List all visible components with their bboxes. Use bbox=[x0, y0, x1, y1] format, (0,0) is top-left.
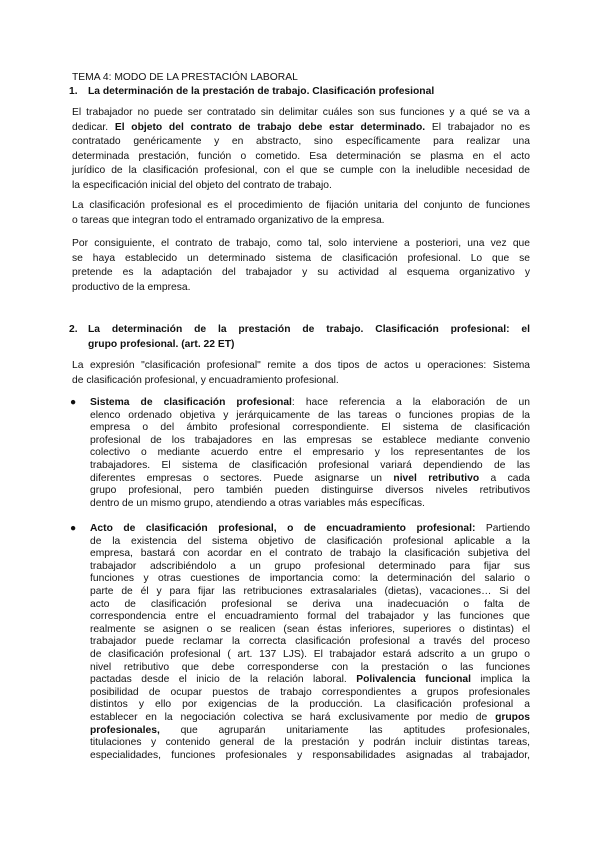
b2-line: posibilidad de ocupar puestos de trabajo correspondientes a grupos profesionales bbox=[90, 686, 530, 698]
b2-line bbox=[90, 712, 530, 725]
b2-line: de la existencia del sistema objetivo de clasificación profesional aplicable a la bbox=[90, 535, 530, 547]
b1-line: grupo profesional, pero también pueden distinguirse diversos niveles retributivos bbox=[90, 485, 530, 497]
b2-line: nivel retributivo que debe corresponderse con la prestación o las funciones bbox=[90, 661, 530, 673]
p1-line: El trabajador no puede ser contratado sin delimitar cuáles son sus funciones y a qué se va a bbox=[72, 107, 530, 118]
b2-bold: profesionales, bbox=[90, 724, 160, 736]
heading-1-text: La determinación de la prestación de trabajo. Clasificación profesional bbox=[88, 86, 435, 97]
p2-line: o tareas que integran todo el entramado organizativo de la empresa. bbox=[72, 214, 385, 226]
p1-line: la especificación inicial del objeto del contrato de trabajo. bbox=[72, 179, 332, 191]
bullet-item-1 bbox=[70, 397, 531, 510]
b2-line bbox=[90, 523, 530, 536]
b2-line: correspondencia entre el encuadramiento formal del trabajador y las funciones que bbox=[90, 611, 530, 623]
b1-line bbox=[90, 397, 530, 410]
b2-bold: grupos bbox=[495, 711, 530, 723]
b2-line: parte de él y para fijar las retribuciones extrasalariales (dietas), vacaciones… Si del bbox=[90, 585, 530, 597]
b1-line: dentro de un mismo grupo, atendiendo a otras variables más específicas. bbox=[90, 497, 425, 509]
heading-2-text: grupo profesional. (art. 22 ET) bbox=[88, 338, 235, 350]
b2-line: realmente se asignen o se realicen (sean éstas inferiores, superiores o distintas) el bbox=[90, 623, 530, 635]
p1-line: determinada prestación, función o cometido. Esa determinación se plasma en el acto bbox=[72, 150, 530, 162]
p3-line: productivo de la empresa. bbox=[72, 281, 191, 293]
b2-line: trabajador puede reclamar la correcta clasificación profesional a través del proceso bbox=[90, 636, 530, 648]
p3-line: pretende es la adaptación del trabajador y su actividad al esquema organizativo y bbox=[72, 267, 530, 279]
b1-text: : hace referencia a la elaboración de un bbox=[291, 397, 531, 408]
p1-line: contratado genéricamente y en abstracto, sino específicamente para realizar una bbox=[72, 136, 530, 148]
heading-1-number: 1. bbox=[69, 86, 78, 97]
b1-bold: nivel retributivo bbox=[393, 472, 480, 484]
b2-line: empresa, bastará con acordar en el contrato de trabajo la clasificación subjetiva del bbox=[90, 548, 530, 560]
bullet-icon: ● bbox=[70, 397, 77, 408]
p4-line: La expresión "clasificación profesional" remite a dos tipos de actos u operaciones: Sistema bbox=[72, 360, 530, 371]
b2-text: que agruparán unitariamente las aptitudes profesionales, bbox=[180, 724, 530, 736]
b1-text: diferentes empresas o sectores. Puede asignarse un bbox=[90, 472, 383, 484]
doc-title bbox=[72, 71, 530, 86]
b2-text: implica la bbox=[480, 674, 530, 686]
p1-text: dedicar. bbox=[72, 121, 109, 133]
b1-text: a cada bbox=[490, 472, 530, 484]
b1-line: empresa o del ámbito profesional correspondiente. El sistema de clasificación bbox=[90, 422, 530, 434]
b2-text: pactadas desde el inicio de la relación laboral. bbox=[90, 674, 347, 686]
b2-line: especialidades, funciones profesionales y responsabilidades asignadas al trabajador, bbox=[90, 749, 530, 761]
paragraph-3 bbox=[72, 237, 530, 295]
b2-text: Partiendo bbox=[485, 523, 530, 534]
b2-line: funciones y otras cuestiones de importancia como: la determinación del salario o bbox=[90, 573, 530, 585]
heading-2 bbox=[69, 323, 530, 352]
b1-line: trabajadores. El sistema de clasificación profesional variará dependiendo de las bbox=[90, 459, 530, 471]
bullet-item-2 bbox=[70, 523, 530, 762]
b1-line: elenco ordenado objetiva y jerárquicamente de las tareas o funciones propias de la bbox=[90, 409, 530, 421]
p1-line: jurídico de la clasificación profesional, con el que se cumple con la ineludible necesidad de bbox=[72, 165, 530, 177]
p1-bold: El objeto del contrato de trabajo debe estar determinado. bbox=[114, 121, 426, 133]
b1-bold: Sistema de clasificación profesional bbox=[90, 397, 292, 408]
b2-line: acto de clasificación profesional se deriva una inadecuación o falta de bbox=[90, 598, 530, 610]
heading-2-text: La determinación de la prestación de trabajo. Clasificación profesional: el bbox=[88, 324, 530, 335]
b2-line: distintos y ello por exigencias de la producción. La clasificación profesional a bbox=[90, 699, 530, 711]
heading-1 bbox=[69, 85, 530, 100]
p2-line: La clasificación profesional es el procedimiento de fijación unitaria del conjunto de funciones bbox=[72, 200, 530, 211]
b2-bold: Polivalencia funcional bbox=[356, 674, 471, 686]
paragraph-2 bbox=[72, 199, 530, 228]
b2-bold: Acto de clasificación profesional, o de encuadramiento profesional: bbox=[90, 523, 476, 534]
paragraph-1 bbox=[72, 106, 530, 194]
bullet-icon: ● bbox=[70, 523, 77, 534]
b2-line: de clasificación profesional ( art. 137 LJS). El trabajador estará adscrito a un grupo o bbox=[90, 648, 530, 660]
heading-2-number: 2. bbox=[69, 324, 78, 335]
p1-text: El trabajador no es bbox=[431, 121, 530, 133]
b2-line: titulaciones y contenido general de la prestación y podrán incluir distintas tareas, bbox=[90, 737, 530, 749]
b1-line: colectivo o mediante acuerdo entre el empresario y los representantes de los bbox=[90, 447, 530, 459]
doc-title-text: TEMA 4: MODO DE LA PRESTACIÓN LABORAL bbox=[72, 72, 298, 83]
b2-text: establecer en la negociación colectiva se hará exclusivamente por medio de bbox=[90, 711, 488, 723]
b2-line: trabajador adscribiéndolo a un grupo profesional determinado para fijar sus bbox=[90, 560, 530, 572]
b2-line bbox=[90, 674, 530, 687]
p3-line: se haya establecido un determinado sistema de clasificación profesional. Lo que se bbox=[72, 252, 530, 264]
p3-line: Por consiguiente, el contrato de trabajo, como tal, solo interviene a posteriori, una vez que bbox=[72, 238, 530, 249]
p1-line bbox=[72, 121, 530, 136]
p4-line: de clasificación profesional, y encuadramiento profesional. bbox=[72, 374, 339, 386]
b1-line: profesional de los trabajadores en las empresas se establece mediante convenio bbox=[90, 434, 530, 446]
paragraph-4 bbox=[72, 359, 530, 388]
b1-line bbox=[90, 473, 530, 486]
b2-line bbox=[90, 725, 530, 738]
